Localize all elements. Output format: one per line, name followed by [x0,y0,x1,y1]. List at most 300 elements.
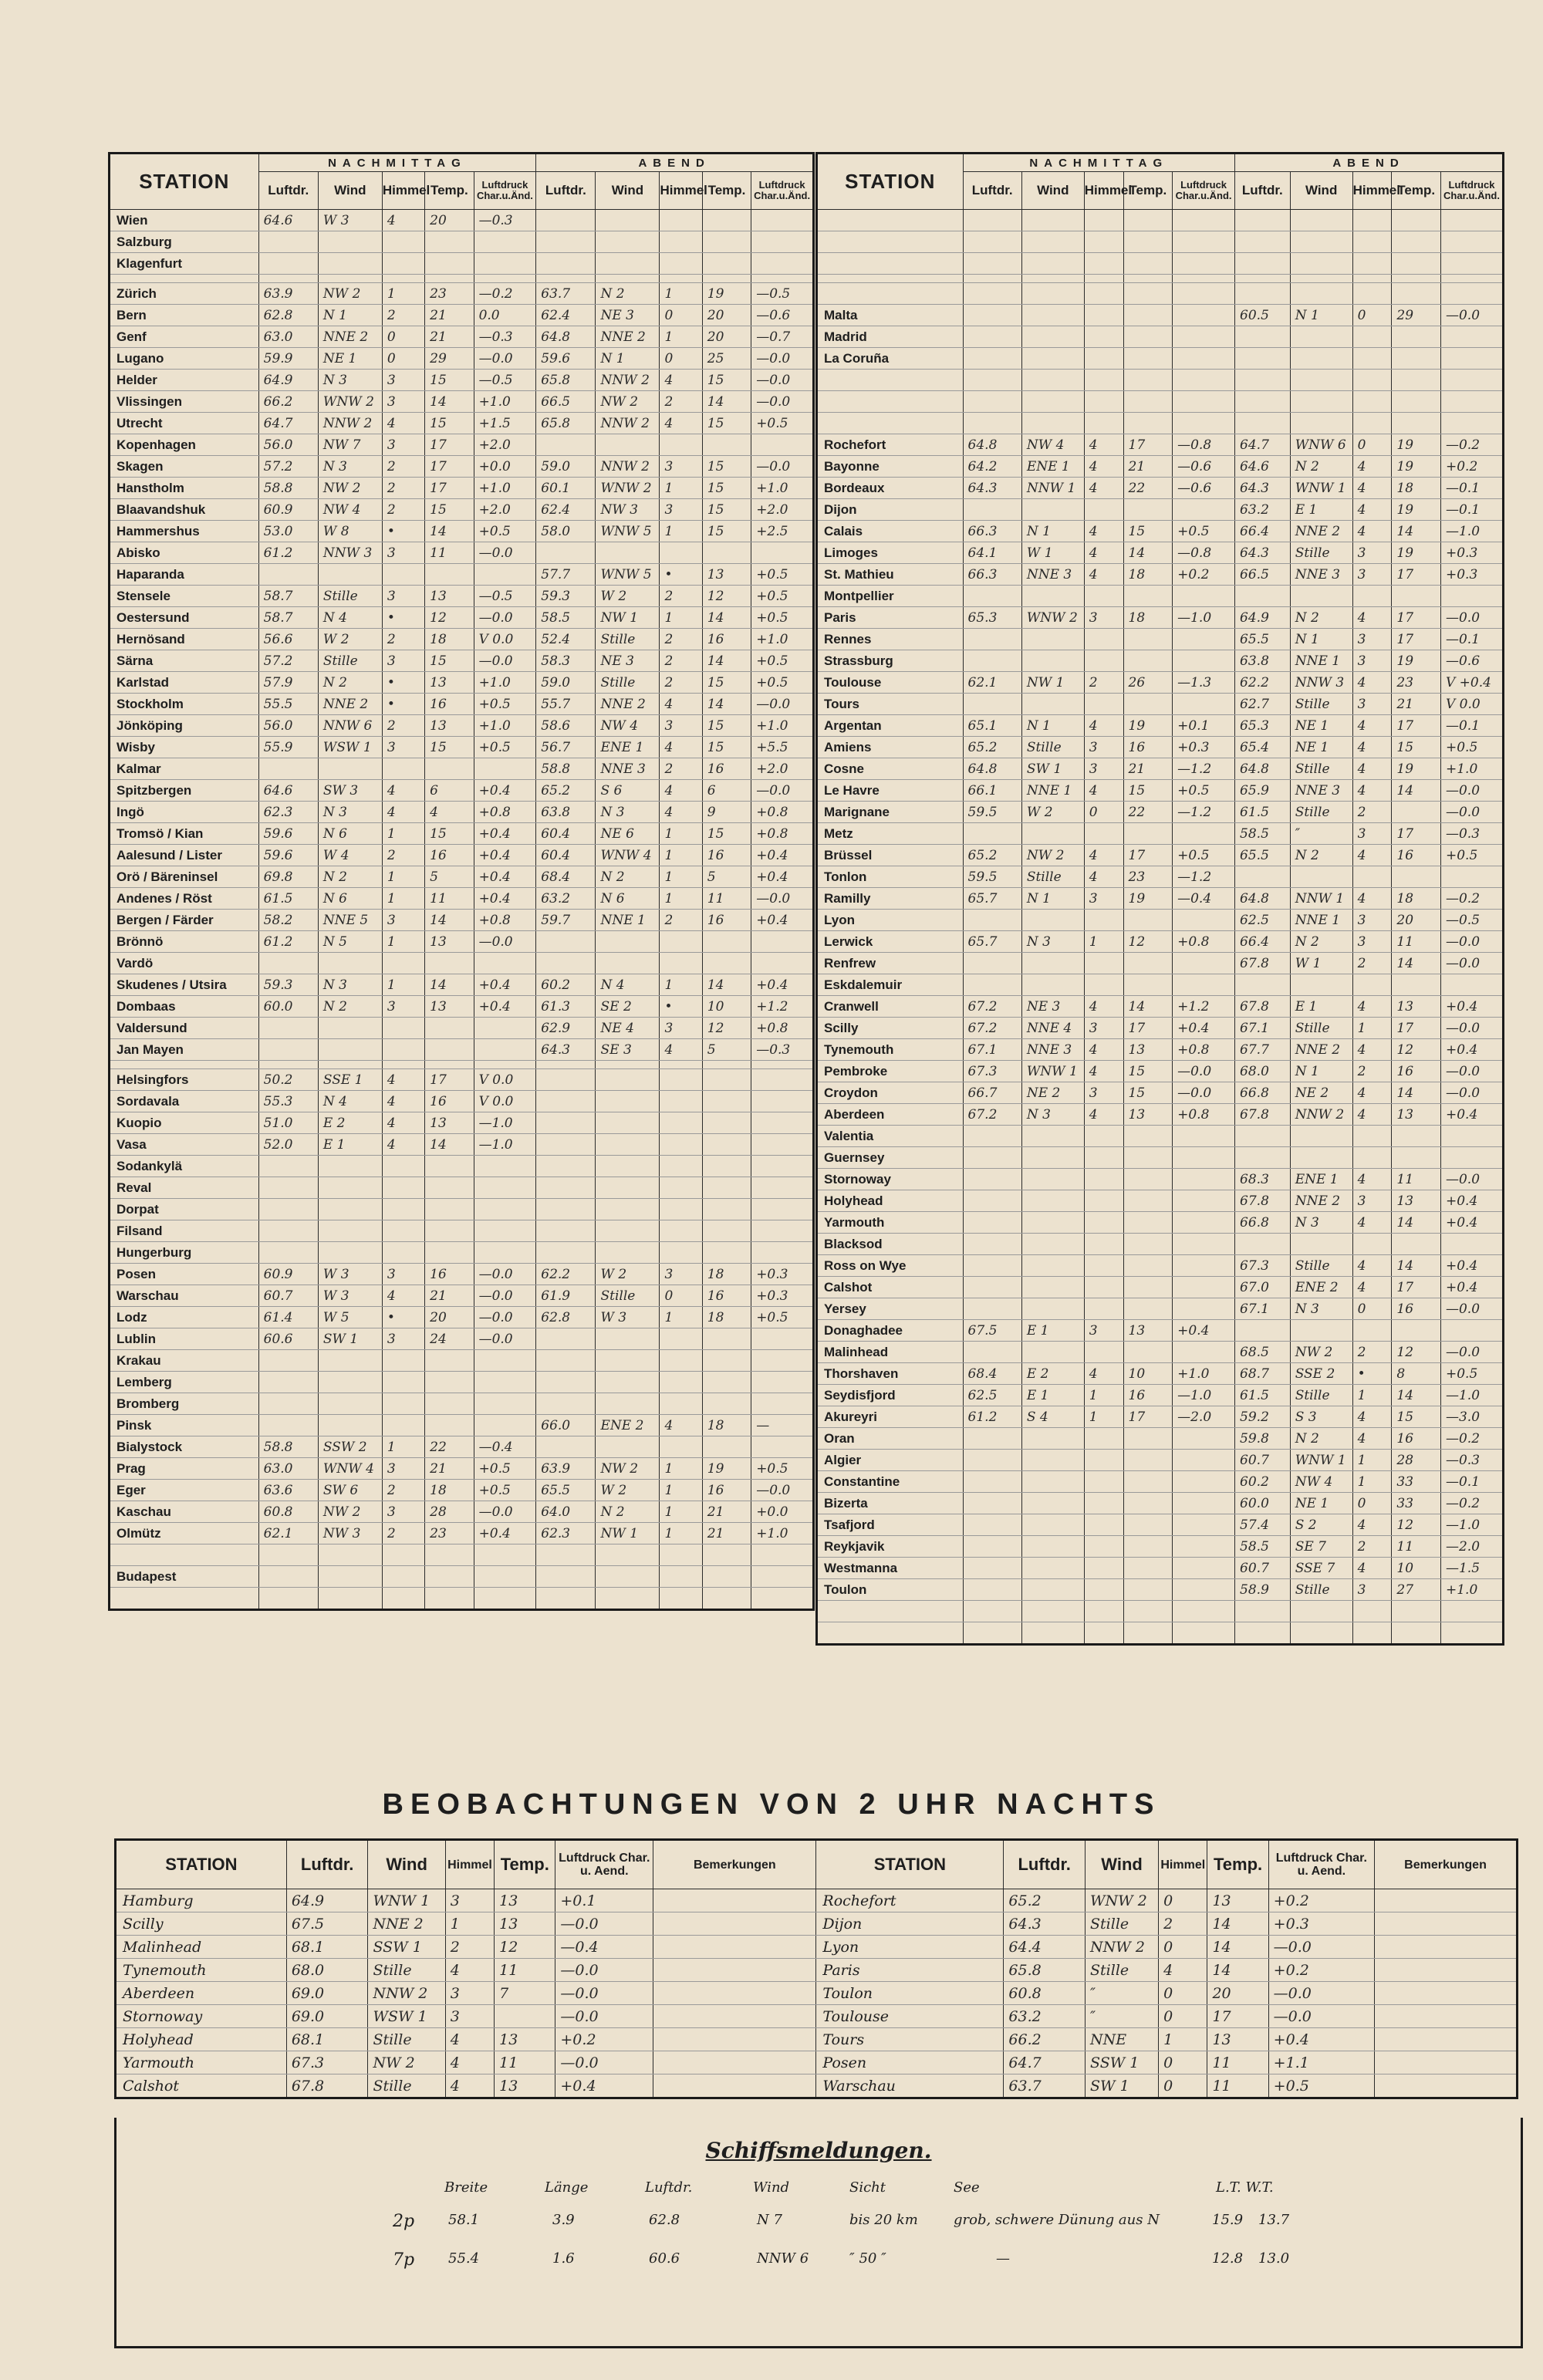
evening-himmel-cell: 4 [1352,1082,1392,1104]
afternoon-himmel-cell: 2 [382,305,424,326]
evening-wind-cell [596,1112,660,1134]
station-row [110,845,814,866]
evening-luftdr-cell: 60.4 [536,823,596,845]
afternoon-wind-cell: Stille [318,586,382,607]
afternoon-temp-cell [1123,1342,1173,1363]
evening-luftdruck-cell: —0.0 [1440,1061,1503,1082]
afternoon-luftdruck-cell: +0.4 [1173,1018,1235,1039]
evening-himmel-cell: 4 [1352,737,1392,758]
afternoon-luftdr-cell [963,1493,1021,1514]
station-name: Holyhead [116,2028,287,2051]
evening-temp-cell [1392,326,1441,348]
afternoon-temp-cell: 14 [425,521,474,542]
afternoon-luftdr-cell [963,391,1021,413]
afternoon-luftdr-cell: 61.2 [258,931,318,953]
station-row [817,1342,1504,1363]
evening-luftdruck-cell [751,1112,814,1134]
station-row [817,1450,1504,1471]
evening-luftdruck-cell: +0.2 [1440,456,1503,478]
station-name: Rochefort [817,434,964,456]
evening-luftdr-cell [536,1091,596,1112]
evening-himmel-cell [660,1566,702,1588]
station-row [110,542,814,564]
station-row [817,996,1504,1018]
separator-row [110,1061,814,1069]
evening-temp-cell: 12 [702,1018,751,1039]
luftdruck-cell: —0.0 [1268,1982,1374,2005]
evening-temp-cell: 16 [1392,1061,1441,1082]
evening-himmel-cell [1352,1234,1392,1255]
evening-temp-cell [702,1134,751,1156]
station-row [817,1104,1504,1126]
evening-luftdr-cell [536,1242,596,1264]
evening-himmel-cell: 2 [660,391,702,413]
evening-luftdr-cell: 62.4 [536,305,596,326]
afternoon-wind-cell [1021,499,1084,521]
station-name [817,370,964,391]
afternoon-wind-cell [318,758,382,780]
afternoon-himmel-cell: 2 [382,478,424,499]
evening-luftdr-cell: 58.5 [536,607,596,629]
afternoon-temp-cell: 18 [1123,564,1173,586]
evening-wind-cell [596,1220,660,1242]
afternoon-himmel-cell [1084,974,1123,996]
station-row [110,210,814,231]
station-row [110,650,814,672]
afternoon-temp-cell [425,564,474,586]
afternoon-temp-cell [425,1220,474,1242]
afternoon-wind-cell [318,1415,382,1436]
afternoon-temp-cell [1123,1169,1173,1190]
afternoon-temp-cell: 17 [425,478,474,499]
station-row [110,1501,814,1523]
luftdruck-cell: +0.5 [1268,2074,1374,2098]
afternoon-temp-cell: 13 [425,1112,474,1134]
evening-wind-cell [1290,1126,1352,1147]
evening-temp-cell [702,1242,751,1264]
station-name: Westmanna [817,1558,964,1579]
afternoon-temp-cell: 12 [1123,931,1173,953]
evening-himmel-cell [1352,370,1392,391]
afternoon-temp-cell [1123,629,1173,650]
evening-temp-cell: 15 [702,737,751,758]
afternoon-luftdruck-cell: +0.5 [1173,780,1235,802]
afternoon-temp-cell [1123,1277,1173,1298]
evening-temp-cell: 29 [1392,305,1441,326]
afternoon-luftdruck-cell [1173,1212,1235,1234]
evening-himmel-cell: 3 [1352,542,1392,564]
evening-wind-cell: ENE 2 [596,1415,660,1436]
evening-temp-cell [702,1328,751,1350]
wind-cell: WNW 1 [368,1889,445,1912]
afternoon-temp-cell: 22 [1123,478,1173,499]
afternoon-wind-cell [1021,586,1084,607]
afternoon-himmel-cell: • [382,1307,424,1328]
station-name: Vardö [110,953,259,974]
evening-luftdr-cell: 59.0 [536,672,596,694]
wind-cell: NNW 2 [368,1982,445,2005]
afternoon-temp-cell [425,253,474,275]
col-himmel: Himmel [382,172,424,210]
afternoon-himmel-cell [1084,1622,1123,1645]
station-row [817,391,1504,413]
station-name: Lyon [817,910,964,931]
afternoon-luftdruck-cell: +0.4 [474,845,536,866]
station-name: Valdersund [110,1018,259,1039]
evening-luftdr-cell [1235,1320,1291,1342]
luftdruck-cell: —0.0 [1268,1936,1374,1959]
evening-wind-cell [596,1372,660,1393]
afternoon-himmel-cell: 3 [382,370,424,391]
temp-cell: 14 [1207,1936,1268,1959]
afternoon-himmel-cell: 3 [1084,1082,1123,1104]
evening-himmel-cell: 4 [1352,1277,1392,1298]
evening-wind-cell [596,542,660,564]
afternoon-luftdr-cell: 59.5 [963,802,1021,823]
evening-himmel-cell: 2 [660,672,702,694]
afternoon-wind-cell: N 4 [318,607,382,629]
afternoon-himmel-cell: 4 [1084,542,1123,564]
afternoon-luftdruck-cell [1173,1450,1235,1471]
evening-luftdr-cell [536,542,596,564]
night-rows [116,1889,1518,2098]
evening-luftdruck-cell: +0.8 [751,802,814,823]
evening-luftdr-cell: 65.8 [536,413,596,434]
wind-cell: Stille [368,1959,445,1982]
afternoon-luftdr-cell: 64.6 [258,780,318,802]
station-name: La Coruña [817,348,964,370]
evening-wind-cell [1290,1601,1352,1622]
evening-himmel-cell: 4 [1352,715,1392,737]
afternoon-luftdruck-cell [1173,629,1235,650]
afternoon-luftdr-cell: 67.2 [963,996,1021,1018]
luftdruck-cell: —0.0 [555,1912,653,1936]
afternoon-luftdruck-cell: V 0.0 [474,1091,536,1112]
evening-header: ABEND [536,154,814,172]
afternoon-temp-cell: 13 [425,996,474,1018]
evening-temp-cell: 14 [702,607,751,629]
evening-luftdr-cell: 66.0 [536,1415,596,1436]
evening-wind-cell: SSE 7 [1290,1558,1352,1579]
evening-luftdr-cell: 64.8 [1235,758,1291,780]
station-name: Ramilly [817,888,964,910]
afternoon-wind-cell: W 2 [1021,802,1084,823]
night-col-luftdruck: Luftdruck Char. u. Aend. [555,1840,653,1889]
station-name: Ross on Wye [817,1255,964,1277]
station-name: Calais [817,521,964,542]
afternoon-himmel-cell: 4 [382,1091,424,1112]
evening-himmel-cell: 3 [660,456,702,478]
afternoon-wind-cell [1021,1450,1084,1471]
afternoon-luftdruck-cell: +1.5 [474,413,536,434]
afternoon-wind-cell: ENE 1 [1021,456,1084,478]
afternoon-luftdruck-cell: +0.3 [1173,737,1235,758]
evening-luftdruck-cell: —0.3 [1440,823,1503,845]
afternoon-wind-cell: NNE 3 [1021,1039,1084,1061]
afternoon-wind-cell: NE 2 [1021,1082,1084,1104]
evening-wind-cell: NW 2 [1290,1342,1352,1363]
afternoon-luftdruck-cell: V 0.0 [474,1069,536,1091]
evening-temp-cell [1392,370,1441,391]
station-row [817,758,1504,780]
station-row [817,910,1504,931]
evening-luftdruck-cell: —0.2 [1440,434,1503,456]
afternoon-wind-cell [1021,391,1084,413]
evening-wind-cell [1290,210,1352,231]
night-row [116,1889,1518,1912]
station-name: Reykjavik [817,1536,964,1558]
station-name: Aberdeen [817,1104,964,1126]
evening-luftdr-cell: 64.0 [536,1501,596,1523]
evening-himmel-cell [1352,391,1392,413]
afternoon-himmel-cell [382,1588,424,1610]
afternoon-luftdr-cell [258,1588,318,1610]
col-wind: Wind [1290,172,1352,210]
evening-luftdruck-cell: —0.2 [1440,1428,1503,1450]
afternoon-wind-cell: NW 7 [318,434,382,456]
evening-temp-cell: 15 [702,715,751,737]
evening-himmel-cell: 4 [660,1039,702,1061]
afternoon-luftdr-cell: 64.9 [258,370,318,391]
ship-see: grob, schwere Dünung aus N [954,2212,1160,2228]
station-name: Pinsk [110,1415,259,1436]
evening-himmel-cell: 4 [660,1415,702,1436]
afternoon-luftdr-cell [963,1212,1021,1234]
afternoon-temp-cell [425,1039,474,1061]
afternoon-luftdruck-cell [474,1220,536,1242]
afternoon-luftdruck-cell: —0.4 [474,1436,536,1458]
evening-luftdr-cell: 63.2 [536,888,596,910]
afternoon-luftdr-cell: 57.2 [258,650,318,672]
station-name: Constantine [817,1471,964,1493]
evening-temp-cell: 14 [1392,1385,1441,1406]
evening-luftdruck-cell [751,1566,814,1588]
evening-himmel-cell [1352,210,1392,231]
evening-wind-cell [1290,1622,1352,1645]
evening-wind-cell: NNE 3 [1290,780,1352,802]
evening-luftdr-cell: 67.8 [1235,1104,1291,1126]
evening-luftdruck-cell [1440,253,1503,275]
station-name: Tours [816,2028,1004,2051]
evening-temp-cell: 33 [1392,1471,1441,1493]
afternoon-himmel-cell [1084,953,1123,974]
luftdruck-cell: +0.4 [1268,2028,1374,2051]
evening-wind-cell: N 2 [596,1501,660,1523]
afternoon-luftdr-cell [963,1428,1021,1450]
afternoon-temp-cell: 15 [425,499,474,521]
afternoon-luftdruck-cell: —0.0 [474,1328,536,1350]
station-name: Yarmouth [817,1212,964,1234]
evening-temp-cell [702,1199,751,1220]
afternoon-wind-cell [1021,1255,1084,1277]
station-name: Andenes / Röst [110,888,259,910]
evening-luftdr-cell: 65.9 [1235,780,1291,802]
evening-luftdr-cell [536,1177,596,1199]
evening-wind-cell [596,1242,660,1264]
station-row [817,1255,1504,1277]
afternoon-wind-cell [318,1544,382,1566]
evening-temp-cell: 15 [702,823,751,845]
station-row [110,1112,814,1134]
evening-temp-cell [1392,802,1441,823]
evening-himmel-cell: 0 [660,348,702,370]
afternoon-luftdruck-cell: +0.2 [1173,564,1235,586]
evening-luftdr-cell: 59.2 [1235,1406,1291,1428]
afternoon-luftdruck-cell: +0.4 [474,888,536,910]
afternoon-luftdruck-cell: +0.5 [1173,521,1235,542]
afternoon-himmel-cell [1084,1514,1123,1536]
afternoon-luftdruck-cell [1173,1234,1235,1255]
evening-himmel-cell [660,253,702,275]
afternoon-wind-cell [318,1156,382,1177]
luftdr-cell: 60.8 [1004,1982,1086,2005]
evening-luftdruck-cell [751,1177,814,1199]
station-row [110,1242,814,1264]
afternoon-temp-cell [1123,694,1173,715]
afternoon-luftdruck-cell: —0.0 [474,1285,536,1307]
evening-luftdruck-cell: +2.0 [751,758,814,780]
afternoon-luftdr-cell [963,1169,1021,1190]
station-name: Vasa [110,1134,259,1156]
afternoon-wind-cell [1021,1126,1084,1147]
afternoon-luftdr-cell: 58.7 [258,586,318,607]
col-luftdruck: Luftdruck Char.u.Änd. [1173,172,1235,210]
afternoon-luftdr-cell: 64.8 [963,434,1021,456]
afternoon-himmel-cell [382,1350,424,1372]
afternoon-luftdruck-cell [474,1415,536,1436]
afternoon-wind-cell [1021,629,1084,650]
afternoon-luftdr-cell [963,823,1021,845]
afternoon-himmel-cell [1084,1298,1123,1320]
evening-himmel-cell [660,231,702,253]
afternoon-wind-cell: NNE 1 [1021,780,1084,802]
afternoon-luftdr-cell: 61.5 [258,888,318,910]
evening-temp-cell: 19 [1392,758,1441,780]
bemerkungen-cell [1375,2051,1518,2074]
afternoon-himmel-cell: 4 [1084,1363,1123,1385]
temp-cell: 14 [1207,1959,1268,1982]
afternoon-wind-cell: W 8 [318,521,382,542]
afternoon-luftdruck-cell [474,1588,536,1610]
station-name: Le Havre [817,780,964,802]
station-row [817,650,1504,672]
afternoon-temp-cell: 21 [425,1458,474,1480]
station-name: Dombaas [110,996,259,1018]
station-row [817,283,1504,305]
afternoon-luftdruck-cell [1173,1558,1235,1579]
wind-cell: ″ [1086,2005,1159,2028]
afternoon-luftdruck-cell: —1.2 [1173,866,1235,888]
afternoon-himmel-cell: 0 [382,326,424,348]
evening-luftdr-cell [1235,370,1291,391]
evening-himmel-cell: 2 [660,758,702,780]
afternoon-luftdruck-cell: +1.0 [474,715,536,737]
evening-temp-cell: 11 [1392,931,1441,953]
station-row [110,866,814,888]
station-name: Argentan [817,715,964,737]
afternoon-wind-cell: N 5 [318,931,382,953]
station-name: Algier [817,1450,964,1471]
evening-temp-cell: 13 [1392,1104,1441,1126]
station-row [110,1350,814,1372]
evening-luftdruck-cell: —0.3 [751,1039,814,1061]
afternoon-luftdr-cell: 64.1 [963,542,1021,564]
empty-cell [751,275,814,283]
afternoon-luftdruck-cell [1173,1622,1235,1645]
afternoon-himmel-cell: 4 [1084,434,1123,456]
station-row [110,326,814,348]
evening-luftdruck-cell: +5.5 [751,737,814,758]
evening-temp-cell: 19 [1392,650,1441,672]
afternoon-temp-cell: 14 [1123,996,1173,1018]
evening-luftdruck-cell [751,931,814,953]
afternoon-luftdruck-cell [474,564,536,586]
station-name [817,253,964,275]
himmel-cell: 0 [1159,2074,1207,2098]
evening-himmel-cell [1352,974,1392,996]
afternoon-himmel-cell: 3 [1084,1320,1123,1342]
afternoon-himmel-cell: • [382,694,424,715]
evening-himmel-cell [660,953,702,974]
afternoon-wind-cell: NNE 2 [318,326,382,348]
evening-himmel-cell: 1 [660,1480,702,1501]
afternoon-wind-cell: WNW 2 [1021,607,1084,629]
luftdr-cell: 67.5 [286,1912,368,1936]
evening-temp-cell: 33 [1392,1493,1441,1514]
evening-wind-cell: Stille [596,629,660,650]
afternoon-luftdruck-cell: +0.5 [474,1458,536,1480]
afternoon-temp-cell [1123,391,1173,413]
himmel-cell: 3 [445,1982,494,2005]
evening-wind-cell: NNE 2 [1290,521,1352,542]
afternoon-wind-cell: NW 2 [318,1501,382,1523]
afternoon-luftdr-cell [963,499,1021,521]
station-name: Bizerta [817,1493,964,1514]
station-header: STATION [110,154,259,210]
evening-luftdr-cell [536,1436,596,1458]
afternoon-wind-cell: SW 3 [318,780,382,802]
evening-himmel-cell: 4 [660,413,702,434]
afternoon-wind-cell: NE 3 [1021,996,1084,1018]
afternoon-wind-cell [1021,1601,1084,1622]
evening-luftdruck-cell: +0.5 [751,564,814,586]
evening-luftdruck-cell [751,1242,814,1264]
evening-luftdr-cell [1235,231,1291,253]
afternoon-wind-cell [1021,1622,1084,1645]
evening-wind-cell: NW 1 [596,1523,660,1544]
night-row [116,2074,1518,2098]
evening-luftdr-cell: 67.8 [1235,953,1291,974]
station-row [817,953,1504,974]
station-row [110,434,814,456]
evening-temp-cell: 21 [1392,694,1441,715]
night-observations-title: BEOBACHTUNGEN VON 2 UHR NACHTS [382,1788,1161,1821]
afternoon-himmel-cell: • [382,521,424,542]
afternoon-luftdr-cell: 67.2 [963,1104,1021,1126]
afternoon-luftdruck-cell [474,1566,536,1588]
luftdruck-cell: +0.2 [555,2028,653,2051]
station-name: Rochefort [816,1889,1004,1912]
evening-luftdruck-cell: +2.5 [751,521,814,542]
evening-luftdr-cell [1235,1234,1291,1255]
station-row [110,586,814,607]
station-name: Budapest [110,1566,259,1588]
afternoon-temp-cell [1123,1558,1173,1579]
evening-wind-cell [1290,348,1352,370]
station-name: St. Mathieu [817,564,964,586]
bemerkungen-cell [653,1936,816,1959]
station-row [817,348,1504,370]
